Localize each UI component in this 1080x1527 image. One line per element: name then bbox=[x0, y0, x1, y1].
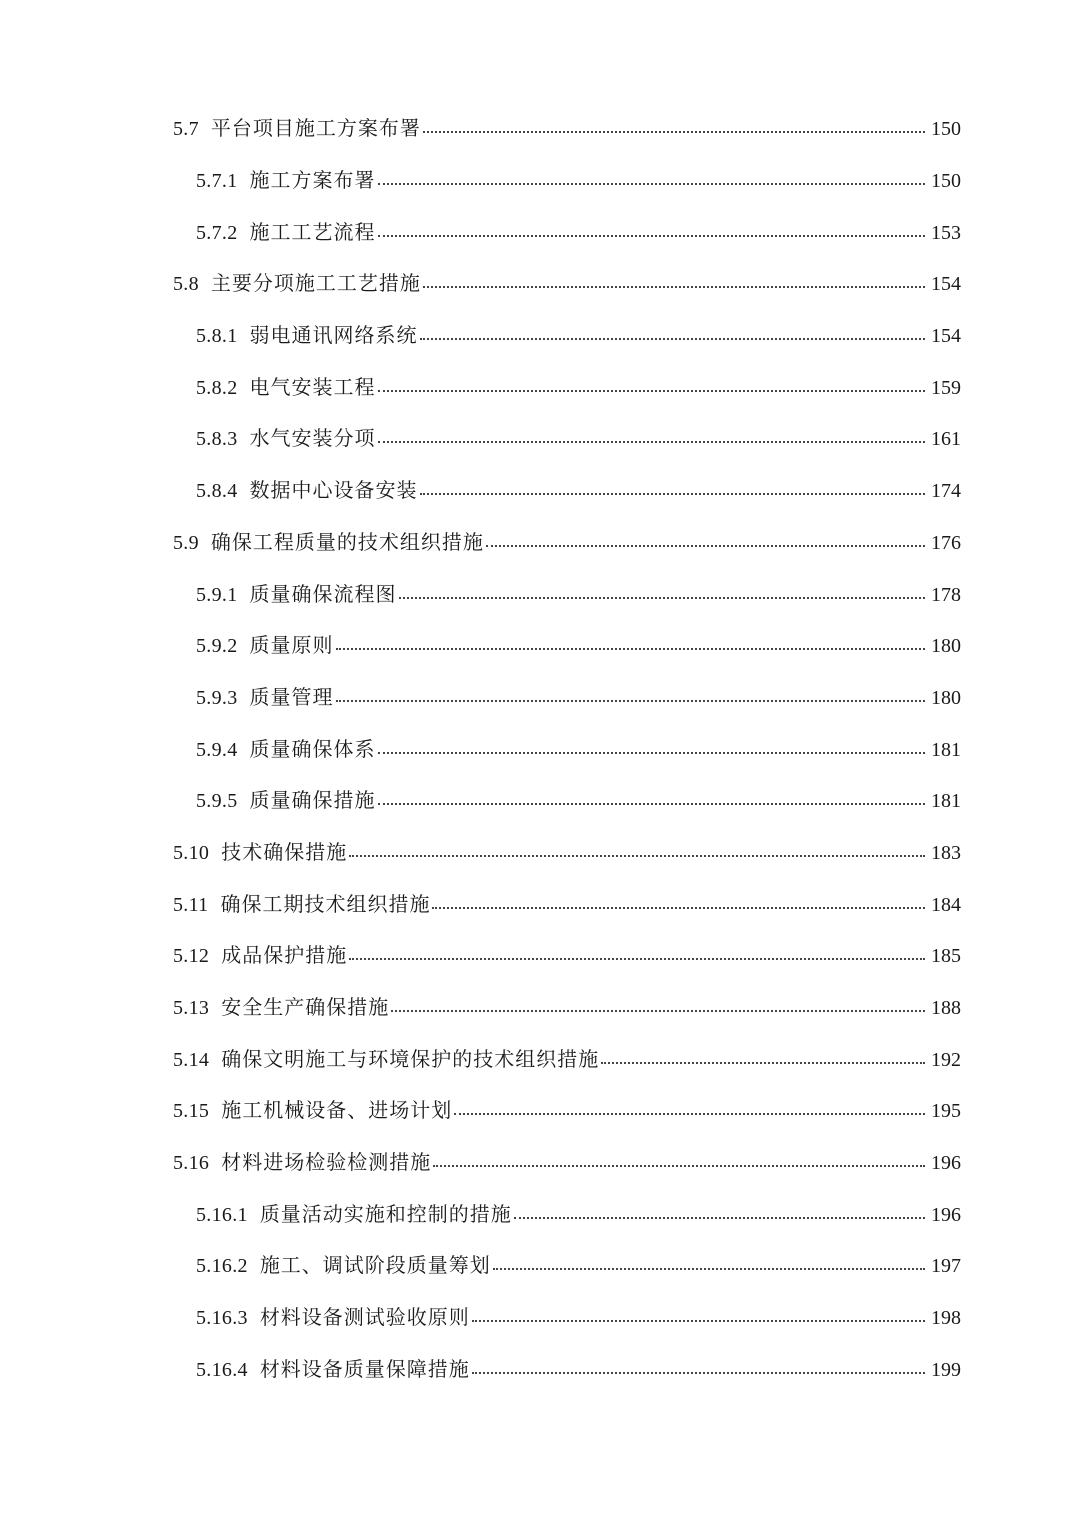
toc-title: 水气安装分项 bbox=[249, 426, 376, 451]
toc-title: 质量原则 bbox=[249, 633, 334, 658]
toc-number: 5.8.1 bbox=[196, 325, 238, 348]
toc-number: 5.7.1 bbox=[196, 170, 238, 193]
toc-number: 5.8.2 bbox=[196, 376, 238, 399]
dot-leader bbox=[423, 286, 925, 288]
toc-title: 平台项目施工方案布署 bbox=[210, 116, 421, 141]
toc-title: 安全生产确保措施 bbox=[221, 995, 390, 1020]
toc-number: 5.12 bbox=[173, 945, 210, 968]
toc-page-number: 185 bbox=[931, 945, 961, 968]
toc-page-number: 192 bbox=[931, 1048, 961, 1071]
toc-entry[interactable] bbox=[0, 1188, 1080, 1240]
toc-title: 确保文明施工与环境保护的技术组织措施 bbox=[221, 1046, 600, 1071]
toc-page-number: 180 bbox=[931, 635, 961, 658]
toc-title: 质量确保流程图 bbox=[249, 581, 397, 606]
dot-leader bbox=[336, 700, 926, 702]
toc-number: 5.16.2 bbox=[196, 1255, 248, 1278]
toc-number: 5.16 bbox=[173, 1152, 210, 1175]
toc-page-number: 196 bbox=[931, 1203, 961, 1226]
toc-title: 质量管理 bbox=[249, 684, 334, 709]
toc-page-number: 153 bbox=[931, 221, 961, 244]
toc-number: 5.9.2 bbox=[196, 635, 238, 658]
toc-entry[interactable] bbox=[0, 775, 1080, 827]
toc-title: 材料设备测试验收原则 bbox=[259, 1305, 470, 1330]
dot-leader bbox=[378, 441, 926, 443]
toc-number: 5.7 bbox=[173, 118, 199, 141]
toc-entry[interactable] bbox=[0, 982, 1080, 1034]
toc-title: 确保工程质量的技术组织措施 bbox=[210, 529, 484, 554]
table-of-contents bbox=[0, 103, 1080, 1395]
toc-entry[interactable] bbox=[0, 465, 1080, 517]
toc-title: 质量确保措施 bbox=[249, 788, 376, 813]
toc-number: 5.15 bbox=[173, 1100, 210, 1123]
toc-entry[interactable] bbox=[0, 310, 1080, 362]
dot-leader bbox=[378, 803, 926, 805]
dot-leader bbox=[349, 855, 925, 857]
toc-number: 5.13 bbox=[173, 997, 210, 1020]
toc-page-number: 199 bbox=[931, 1358, 961, 1381]
toc-number: 5.16.1 bbox=[196, 1203, 248, 1226]
dot-leader bbox=[486, 545, 925, 547]
toc-entry[interactable] bbox=[0, 517, 1080, 569]
dot-leader bbox=[423, 131, 925, 133]
toc-title: 质量确保体系 bbox=[249, 736, 376, 761]
toc-entry[interactable] bbox=[0, 1085, 1080, 1137]
toc-number: 5.11 bbox=[173, 893, 209, 916]
toc-entry[interactable] bbox=[0, 206, 1080, 258]
toc-number: 5.9.1 bbox=[196, 583, 238, 606]
toc-title: 施工方案布署 bbox=[249, 168, 376, 193]
toc-entry[interactable] bbox=[0, 930, 1080, 982]
toc-page-number: 181 bbox=[931, 790, 961, 813]
toc-page-number: 176 bbox=[931, 531, 961, 554]
toc-title: 质量活动实施和控制的措施 bbox=[259, 1201, 512, 1226]
toc-number: 5.8.4 bbox=[196, 480, 238, 503]
toc-entry[interactable] bbox=[0, 672, 1080, 724]
dot-leader bbox=[432, 907, 925, 909]
toc-number: 5.9.5 bbox=[196, 790, 238, 813]
toc-page-number: 197 bbox=[931, 1255, 961, 1278]
toc-title: 成品保护措施 bbox=[221, 943, 348, 968]
dot-leader bbox=[433, 1165, 925, 1167]
dot-leader bbox=[378, 752, 926, 754]
toc-entry[interactable] bbox=[0, 568, 1080, 620]
toc-number: 5.9.4 bbox=[196, 738, 238, 761]
dot-leader bbox=[378, 235, 926, 237]
toc-entry[interactable] bbox=[0, 1292, 1080, 1344]
toc-page-number: 184 bbox=[931, 893, 961, 916]
dot-leader bbox=[391, 1010, 925, 1012]
toc-title: 材料设备质量保障措施 bbox=[259, 1356, 470, 1381]
toc-page-number: 196 bbox=[931, 1152, 961, 1175]
dot-leader bbox=[378, 183, 926, 185]
toc-entry[interactable] bbox=[0, 155, 1080, 207]
toc-page-number: 174 bbox=[931, 480, 961, 503]
toc-page-number: 154 bbox=[931, 273, 961, 296]
dot-leader bbox=[420, 338, 926, 340]
toc-entry[interactable] bbox=[0, 878, 1080, 930]
toc-title: 施工机械设备、进场计划 bbox=[221, 1098, 453, 1123]
toc-entry[interactable] bbox=[0, 1240, 1080, 1292]
toc-entry[interactable] bbox=[0, 1137, 1080, 1189]
toc-title: 数据中心设备安装 bbox=[249, 478, 418, 503]
toc-page-number: 181 bbox=[931, 738, 961, 761]
dot-leader bbox=[454, 1113, 925, 1115]
toc-page-number: 159 bbox=[931, 376, 961, 399]
toc-title: 材料进场检验检测措施 bbox=[221, 1150, 432, 1175]
toc-title: 施工工艺流程 bbox=[249, 219, 376, 244]
toc-entry[interactable] bbox=[0, 1344, 1080, 1396]
dot-leader bbox=[336, 648, 926, 650]
toc-entry[interactable] bbox=[0, 413, 1080, 465]
toc-entry[interactable] bbox=[0, 103, 1080, 155]
toc-page-number: 161 bbox=[931, 428, 961, 451]
toc-number: 5.16.3 bbox=[196, 1307, 248, 1330]
toc-page-number: 188 bbox=[931, 997, 961, 1020]
toc-page-number: 195 bbox=[931, 1100, 961, 1123]
toc-title: 主要分项施工工艺措施 bbox=[210, 271, 421, 296]
toc-page-number: 150 bbox=[931, 118, 961, 141]
dot-leader bbox=[601, 1062, 925, 1064]
toc-entry[interactable] bbox=[0, 1033, 1080, 1085]
dot-leader bbox=[514, 1217, 925, 1219]
toc-title: 弱电通讯网络系统 bbox=[249, 323, 418, 348]
toc-entry[interactable] bbox=[0, 827, 1080, 879]
dot-leader bbox=[420, 493, 926, 495]
toc-title: 技术确保措施 bbox=[221, 839, 348, 864]
toc-title: 确保工期技术组织措施 bbox=[220, 891, 431, 916]
toc-number: 5.10 bbox=[173, 841, 210, 864]
dot-leader bbox=[472, 1372, 925, 1374]
dot-leader bbox=[472, 1320, 925, 1322]
dot-leader bbox=[399, 597, 926, 599]
toc-entry[interactable] bbox=[0, 258, 1080, 310]
toc-entry[interactable] bbox=[0, 620, 1080, 672]
toc-page-number: 183 bbox=[931, 841, 961, 864]
dot-leader bbox=[349, 958, 925, 960]
toc-number: 5.9 bbox=[173, 531, 199, 554]
toc-number: 5.16.4 bbox=[196, 1358, 248, 1381]
toc-title: 电气安装工程 bbox=[249, 374, 376, 399]
toc-page-number: 150 bbox=[931, 170, 961, 193]
toc-number: 5.7.2 bbox=[196, 221, 238, 244]
toc-entry[interactable] bbox=[0, 361, 1080, 413]
toc-page-number: 198 bbox=[931, 1307, 961, 1330]
toc-number: 5.8 bbox=[173, 273, 199, 296]
toc-number: 5.14 bbox=[173, 1048, 210, 1071]
toc-page-number: 178 bbox=[931, 583, 961, 606]
toc-number: 5.8.3 bbox=[196, 428, 238, 451]
dot-leader bbox=[378, 390, 926, 392]
dot-leader bbox=[493, 1268, 925, 1270]
toc-title: 施工、调试阶段质量筹划 bbox=[259, 1253, 491, 1278]
toc-page-number: 154 bbox=[931, 325, 961, 348]
toc-number: 5.9.3 bbox=[196, 686, 238, 709]
toc-page-number: 180 bbox=[931, 686, 961, 709]
toc-entry[interactable] bbox=[0, 723, 1080, 775]
